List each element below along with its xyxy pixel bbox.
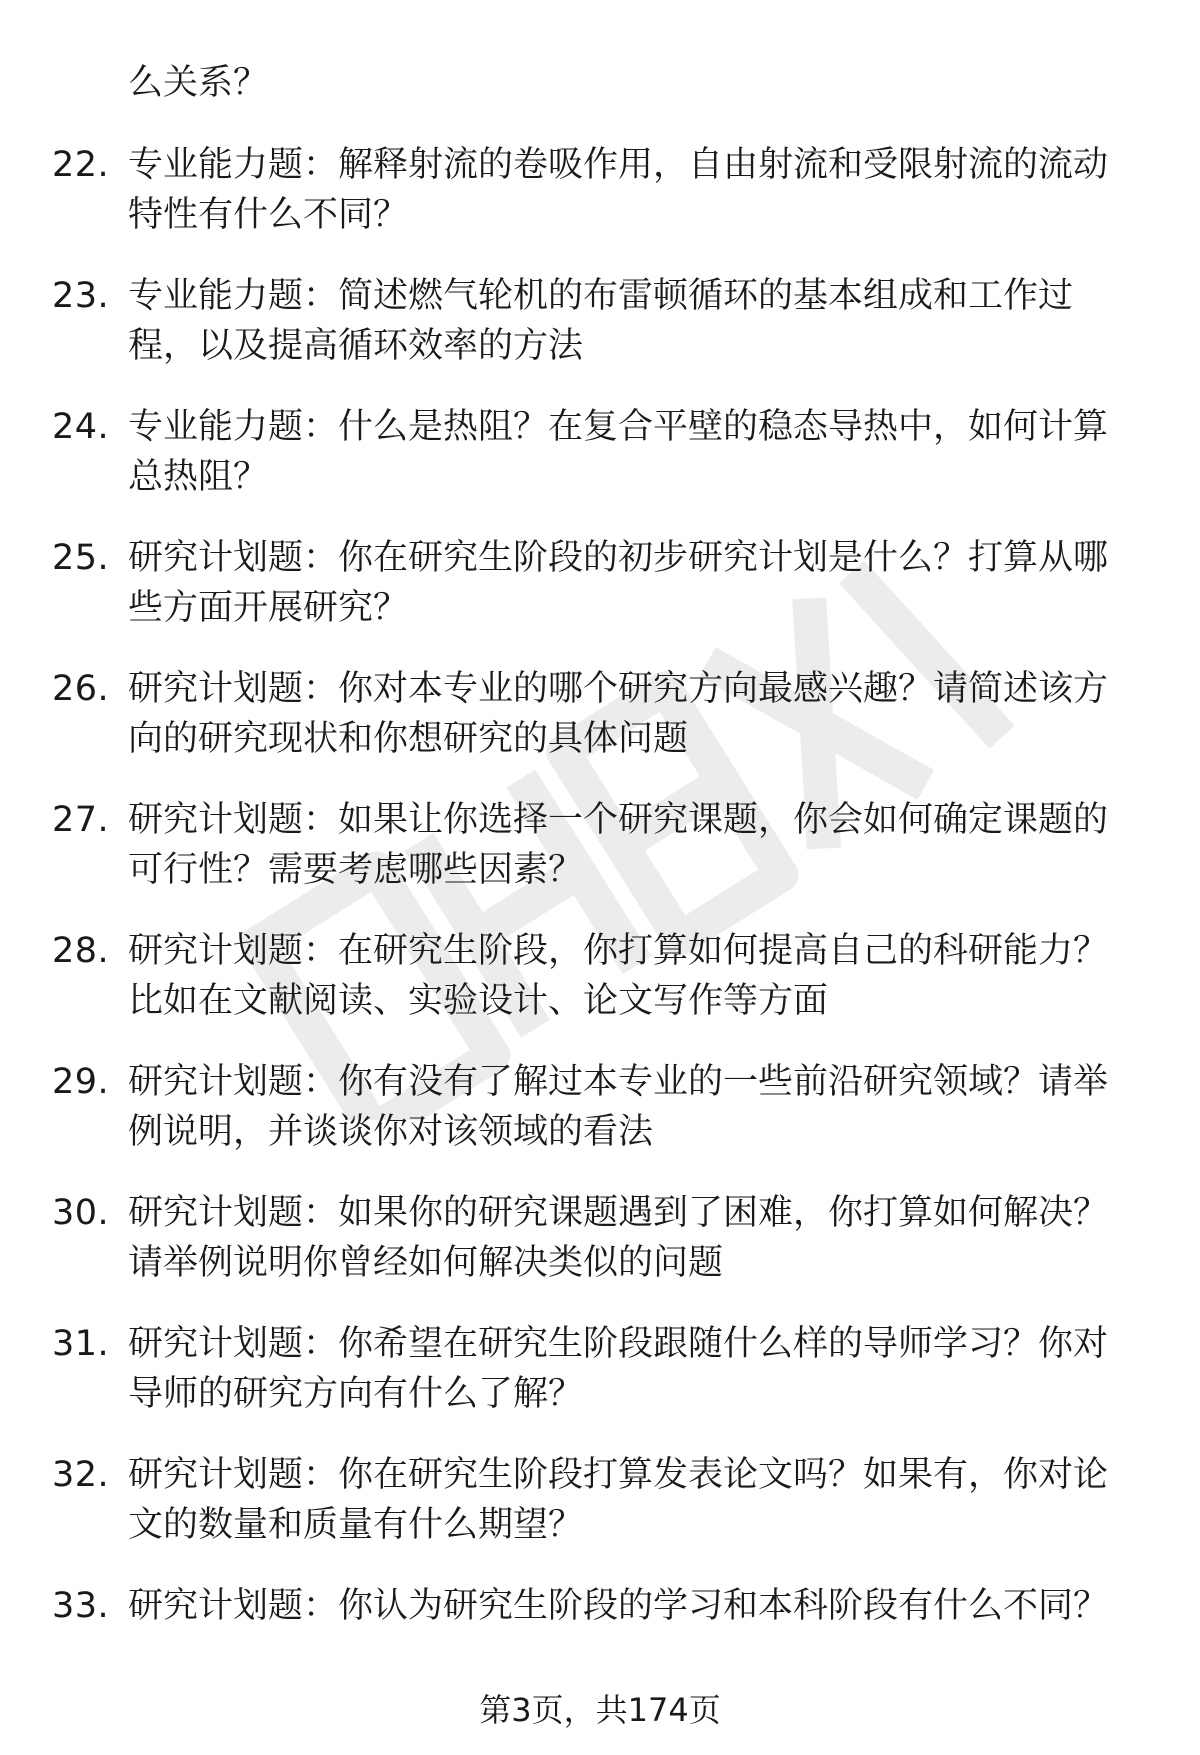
question-text: 专业能力题：解释射流的卷吸作用，自由射流和受限射流的流动特性有什么不同？ bbox=[128, 145, 1109, 235]
list-item bbox=[0, 926, 1200, 1057]
question-number: 32. bbox=[52, 1455, 110, 1495]
question-text: 研究计划题：如果让你选择一个研究课题，你会如何确定课题的可行性？需要考虑哪些因素？ bbox=[128, 800, 1109, 890]
question-number: 26. bbox=[52, 669, 110, 709]
question-number: 30. bbox=[52, 1193, 110, 1233]
question-number: 22. bbox=[52, 145, 110, 185]
list-item bbox=[0, 402, 1200, 533]
question-text: 研究计划题：你希望在研究生阶段跟随什么样的导师学习？你对导师的研究方向有什么了解？ bbox=[128, 1324, 1109, 1414]
question-number: 28. bbox=[52, 931, 110, 971]
question-text: 研究计划题：在研究生阶段，你打算如何提高自己的科研能力？比如在文献阅读、实验设计、论文写作等方面 bbox=[128, 931, 1109, 1021]
question-text: 研究计划题：你在研究生阶段打算发表论文吗？如果有，你对论文的数量和质量有什么期望？ bbox=[128, 1455, 1109, 1545]
list-item bbox=[0, 271, 1200, 402]
question-number: 29. bbox=[52, 1062, 110, 1102]
list-item bbox=[0, 795, 1200, 926]
question-number: 25. bbox=[52, 538, 110, 578]
question-text: 研究计划题：如果你的研究课题遇到了困难，你打算如何解决？请举例说明你曾经如何解决类似的问题 bbox=[128, 1193, 1109, 1283]
question-text: 研究计划题：你认为研究生阶段的学习和本科阶段有什么不同？ bbox=[128, 1586, 1109, 1626]
list-item bbox=[0, 533, 1200, 664]
list-item bbox=[0, 1057, 1200, 1188]
question-number: 24. bbox=[52, 407, 110, 447]
question-number: 23. bbox=[52, 276, 110, 316]
continuation-text: 么关系？ bbox=[128, 63, 269, 103]
list-item bbox=[0, 1319, 1200, 1450]
question-text: 专业能力题：简述燃气轮机的布雷顿循环的基本组成和工作过程，以及提高循环效率的方法 bbox=[128, 276, 1074, 366]
question-text: 研究计划题：你在研究生阶段的初步研究计划是什么？打算从哪些方面开展研究？ bbox=[128, 538, 1109, 628]
question-number: 27. bbox=[52, 800, 110, 840]
list-item bbox=[0, 664, 1200, 795]
question-text: 专业能力题：什么是热阻？在复合平壁的稳态导热中，如何计算总热阻？ bbox=[128, 407, 1109, 497]
question-list bbox=[0, 140, 1200, 1712]
question-text: 研究计划题：你对本专业的哪个研究方向最感兴趣？请简述该方向的研究现状和你想研究的具体问题 bbox=[128, 669, 1109, 759]
question-text: 研究计划题：你有没有了解过本专业的一些前沿研究领域？请举例说明，并谈谈你对该领域的看法 bbox=[128, 1062, 1109, 1152]
list-item bbox=[0, 1188, 1200, 1319]
list-item bbox=[0, 1450, 1200, 1581]
list-item bbox=[0, 140, 1200, 271]
question-number: 31. bbox=[52, 1324, 110, 1364]
page-footer: 第3页，共174页 bbox=[479, 1691, 721, 1729]
question-number: 33. bbox=[52, 1586, 110, 1626]
